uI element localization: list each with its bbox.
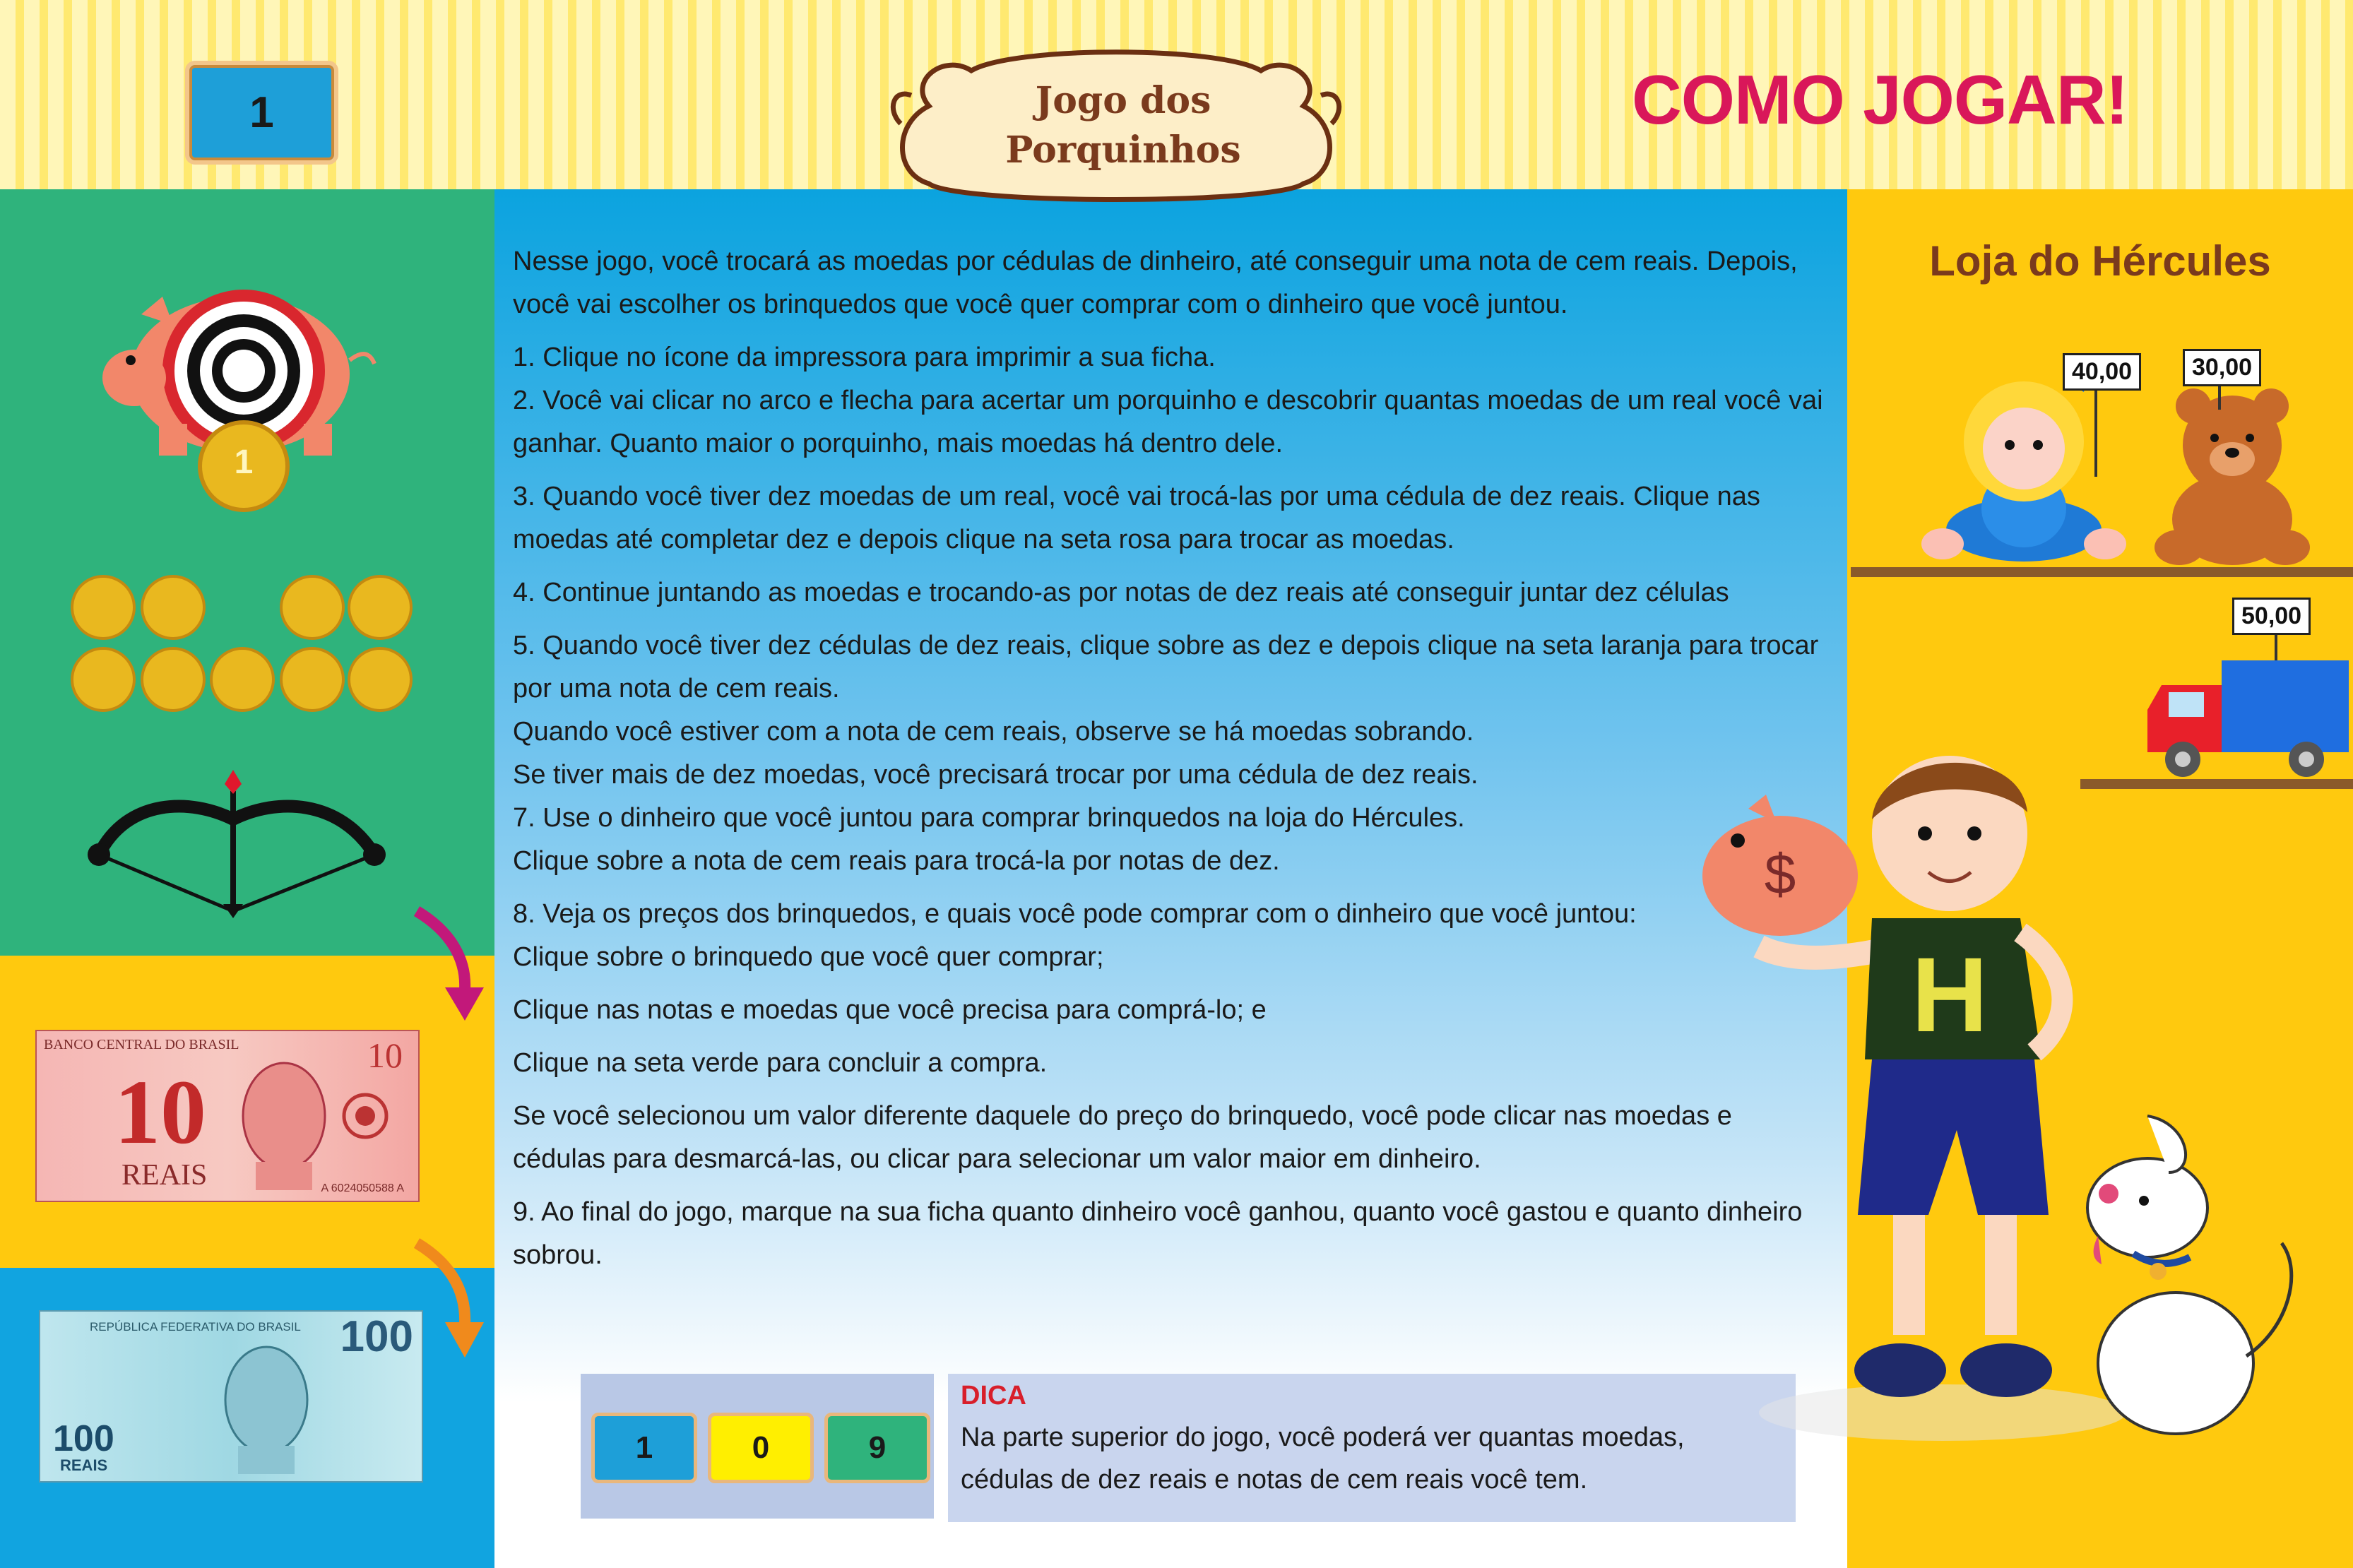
doll-toy[interactable] — [1918, 367, 2130, 572]
game-title-line1: Jogo dos — [1035, 79, 1211, 122]
step-2: 2. Você vai clicar no arco e flecha para acertar um porquinho e descobrir quantas moedas de um real você vai ganhar. Quanto maior o porquinho, mais moedas há dentro dele. — [513, 386, 1823, 458]
coins-group[interactable] — [69, 572, 422, 720]
step-5: 5. Quando você tiver dez cédulas de dez reais, clique sobre as dez e depois clique na seta laranja para trocar por uma nota de cem reais. — [513, 631, 1819, 703]
step-9: 9. Ao final do jogo, marque na sua ficha quanto dinheiro você ganhou, quanto você gastou e quanto dinheiro sobrou. — [513, 1197, 1803, 1270]
bear-price: 30,00 — [2183, 349, 2261, 386]
step-7-note: Clique sobre a nota de cem reais para trocá-la por notas de dez. — [513, 846, 1280, 876]
hundred-note-value-small: 100 — [53, 1418, 114, 1459]
hundreds-counter: 9 — [824, 1413, 930, 1483]
tens-counter: 0 — [708, 1413, 814, 1483]
step-5-note-b: Se tiver mais de dez moedas, você precisará trocar por uma cédula de dez reais. — [513, 760, 1478, 790]
counters-panel — [581, 1374, 934, 1519]
doll-price: 40,00 — [2063, 353, 2141, 391]
step-1: 1. Clique no ícone da impressora para imprimir a sua ficha. — [513, 343, 1216, 372]
step-8-note: Se você selecionou um valor diferente daquele do preço do brinquedo, você pode clicar nas moedas e cédulas para desmarcá-las, ou clicar para selecionar um valor maior em dinheiro. — [513, 1101, 1732, 1174]
bow-arrow-icon[interactable] — [85, 770, 389, 918]
game-title-line2: Porquinhos — [1005, 129, 1241, 172]
ten-note-value-corner: 10 — [367, 1035, 403, 1075]
step-3: 3. Quando você tiver dez moedas de um real, você vai trocá-las por uma cédula de dez reais. Clique nas moedas até completar dez e depois clique na seta rosa para trocar as moedas. — [513, 482, 1760, 554]
how-to-play-heading: COMO JOGAR! — [1632, 61, 2128, 138]
tip-label: DICA — [961, 1381, 1026, 1410]
ten-note-value: 10 — [114, 1062, 206, 1163]
piggy-target-icon[interactable] — [92, 254, 403, 516]
ten-reais-note[interactable] — [35, 1030, 420, 1202]
teddy-bear-toy[interactable] — [2147, 385, 2317, 569]
ten-note-bank: BANCO CENTRAL DO BRASIL — [44, 1037, 239, 1052]
step-8: 8. Veja os preços dos brinquedos, e quais você pode comprar com o dinheiro que você juntou: — [513, 899, 1637, 929]
effigy-icon — [227, 1056, 340, 1190]
game-title — [940, 76, 1307, 175]
hundred-note-bank: REPÚBLICA FEDERATIVA DO BRASIL — [90, 1320, 301, 1334]
coin-icons — [69, 572, 422, 720]
truck-toy[interactable] — [2140, 650, 2352, 780]
instructions-text — [513, 240, 1827, 1287]
hercules-character — [1688, 735, 2140, 1441]
svg-text:$: $ — [1764, 843, 1796, 905]
ten-note-serial: A 6024050588 A — [321, 1182, 404, 1194]
intro-text: Nesse jogo, você trocará as moedas por cédulas de dinheiro, até conseguir uma nota de cem reais. Depois, você vai escolher os brinquedos que você quer comprar com o dinheiro que você juntou. — [513, 247, 1798, 319]
effigy-icon — [210, 1340, 323, 1474]
step-8-b: Clique nas notas e moedas que você precisa para comprá-lo; e — [513, 995, 1267, 1025]
step-4: 4. Continue juntando as moedas e trocando-as por notas de dez reais até conseguir juntar dez células — [513, 578, 1729, 607]
coins-counter: 1 — [591, 1413, 697, 1483]
dog-character — [2077, 1102, 2310, 1441]
level-badge: 1 — [185, 61, 338, 165]
seal-icon — [340, 1091, 390, 1141]
step-8-a: Clique sobre o brinquedo que você quer comprar; — [513, 942, 1104, 972]
svg-text:H: H — [1911, 935, 1989, 1054]
hundred-reais-note[interactable] — [39, 1310, 423, 1483]
ten-note-word: REAIS — [121, 1159, 208, 1192]
step-5-note-a: Quando você estiver com a nota de cem reais, observe se há moedas sobrando. — [513, 717, 1474, 747]
shelf-top — [1851, 567, 2353, 577]
hundred-note-value: 100 — [340, 1312, 413, 1361]
step-7: 7. Use o dinheiro que você juntou para comprar brinquedos na loja do Hércules. — [513, 803, 1465, 833]
truck-price: 50,00 — [2232, 598, 2311, 635]
svg-text:1: 1 — [234, 444, 254, 481]
step-8-c: Clique na seta verde para concluir a compra. — [513, 1048, 1048, 1078]
truck-price-pole — [2275, 632, 2277, 660]
doll-price-pole — [2094, 385, 2097, 477]
tip-text: Na parte superior do jogo, você poderá ver quantas moedas, cédulas de dez reais e notas de cem reais você tem. — [961, 1423, 1685, 1495]
shop-title: Loja do Hércules — [1929, 237, 2271, 285]
hundred-note-word: REAIS — [60, 1456, 108, 1474]
pink-arrow-icon — [410, 904, 487, 1024]
